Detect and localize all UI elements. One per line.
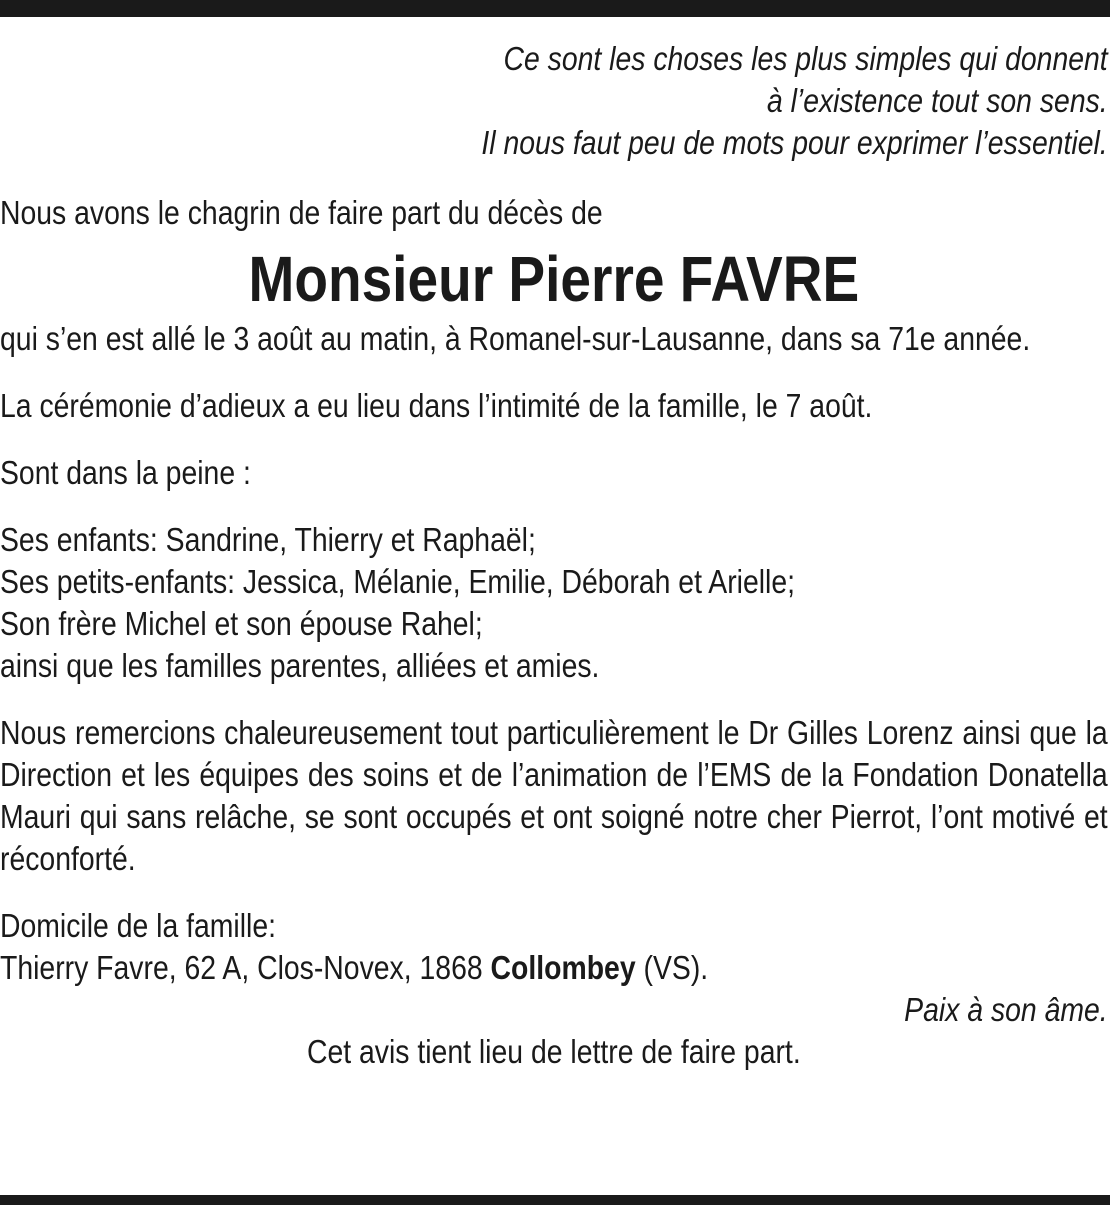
domicile-block bbox=[0, 905, 1108, 989]
mourner-line: Son frère Michel et son épouse Rahel; bbox=[0, 605, 483, 642]
address-canton: (VS). bbox=[643, 949, 709, 986]
deceased-name: Monsieur Pierre FAVRE bbox=[248, 243, 860, 315]
bottom-rule bbox=[0, 1195, 1110, 1205]
epigraph-line: à l’existence tout son sens. bbox=[766, 82, 1108, 119]
intro-text: Nous avons le chagrin de faire part du décès de bbox=[0, 194, 603, 231]
obituary-notice bbox=[0, 38, 1108, 1073]
thanks-text: Nous remercions chaleureusement tout particulièrement le Dr Gilles Lorenz ainsi que la Direction et les équipes des soins et de l’animation de l’EMS de la Fondation Donatella Mauri qui sans relâche, se sont occupés et ont soigné notre cher Pierrot, l’ont motivé et réconforté. bbox=[0, 714, 1108, 877]
mourners-list bbox=[0, 519, 1108, 687]
notice-text: Cet avis tient lieu de lettre de faire part. bbox=[306, 1033, 801, 1070]
passing-text: qui s’en est allé le 3 août au matin, à Romanel-sur-Lausanne, dans sa 71e année. bbox=[0, 320, 1031, 357]
mourners-heading: Sont dans la peine : bbox=[0, 454, 251, 491]
epigraph-line: Ce sont les choses les plus simples qui donnent bbox=[503, 40, 1108, 77]
closing-text: Paix à son âme. bbox=[904, 991, 1108, 1028]
top-rule bbox=[0, 0, 1110, 17]
epigraph bbox=[0, 38, 1108, 164]
mourner-line: Ses petits-enfants: Jessica, Mélanie, Emilie, Déborah et Arielle; bbox=[0, 563, 796, 600]
mourner-line: Ses enfants: Sandrine, Thierry et Raphaël; bbox=[0, 521, 536, 558]
ceremony-text: La cérémonie d’adieux a eu lieu dans l’intimité de la famille, le 7 août. bbox=[0, 387, 873, 424]
domicile-label: Domicile de la famille: bbox=[0, 907, 277, 944]
mourner-line: ainsi que les familles parentes, alliées et amies. bbox=[0, 647, 600, 684]
epigraph-line: Il nous faut peu de mots pour exprimer l’essentiel. bbox=[481, 124, 1108, 161]
domicile-address bbox=[0, 947, 1108, 989]
address-prefix: Thierry Favre, 62 A, Clos-Novex, 1868 bbox=[0, 949, 483, 986]
address-town: Collombey bbox=[490, 949, 636, 986]
